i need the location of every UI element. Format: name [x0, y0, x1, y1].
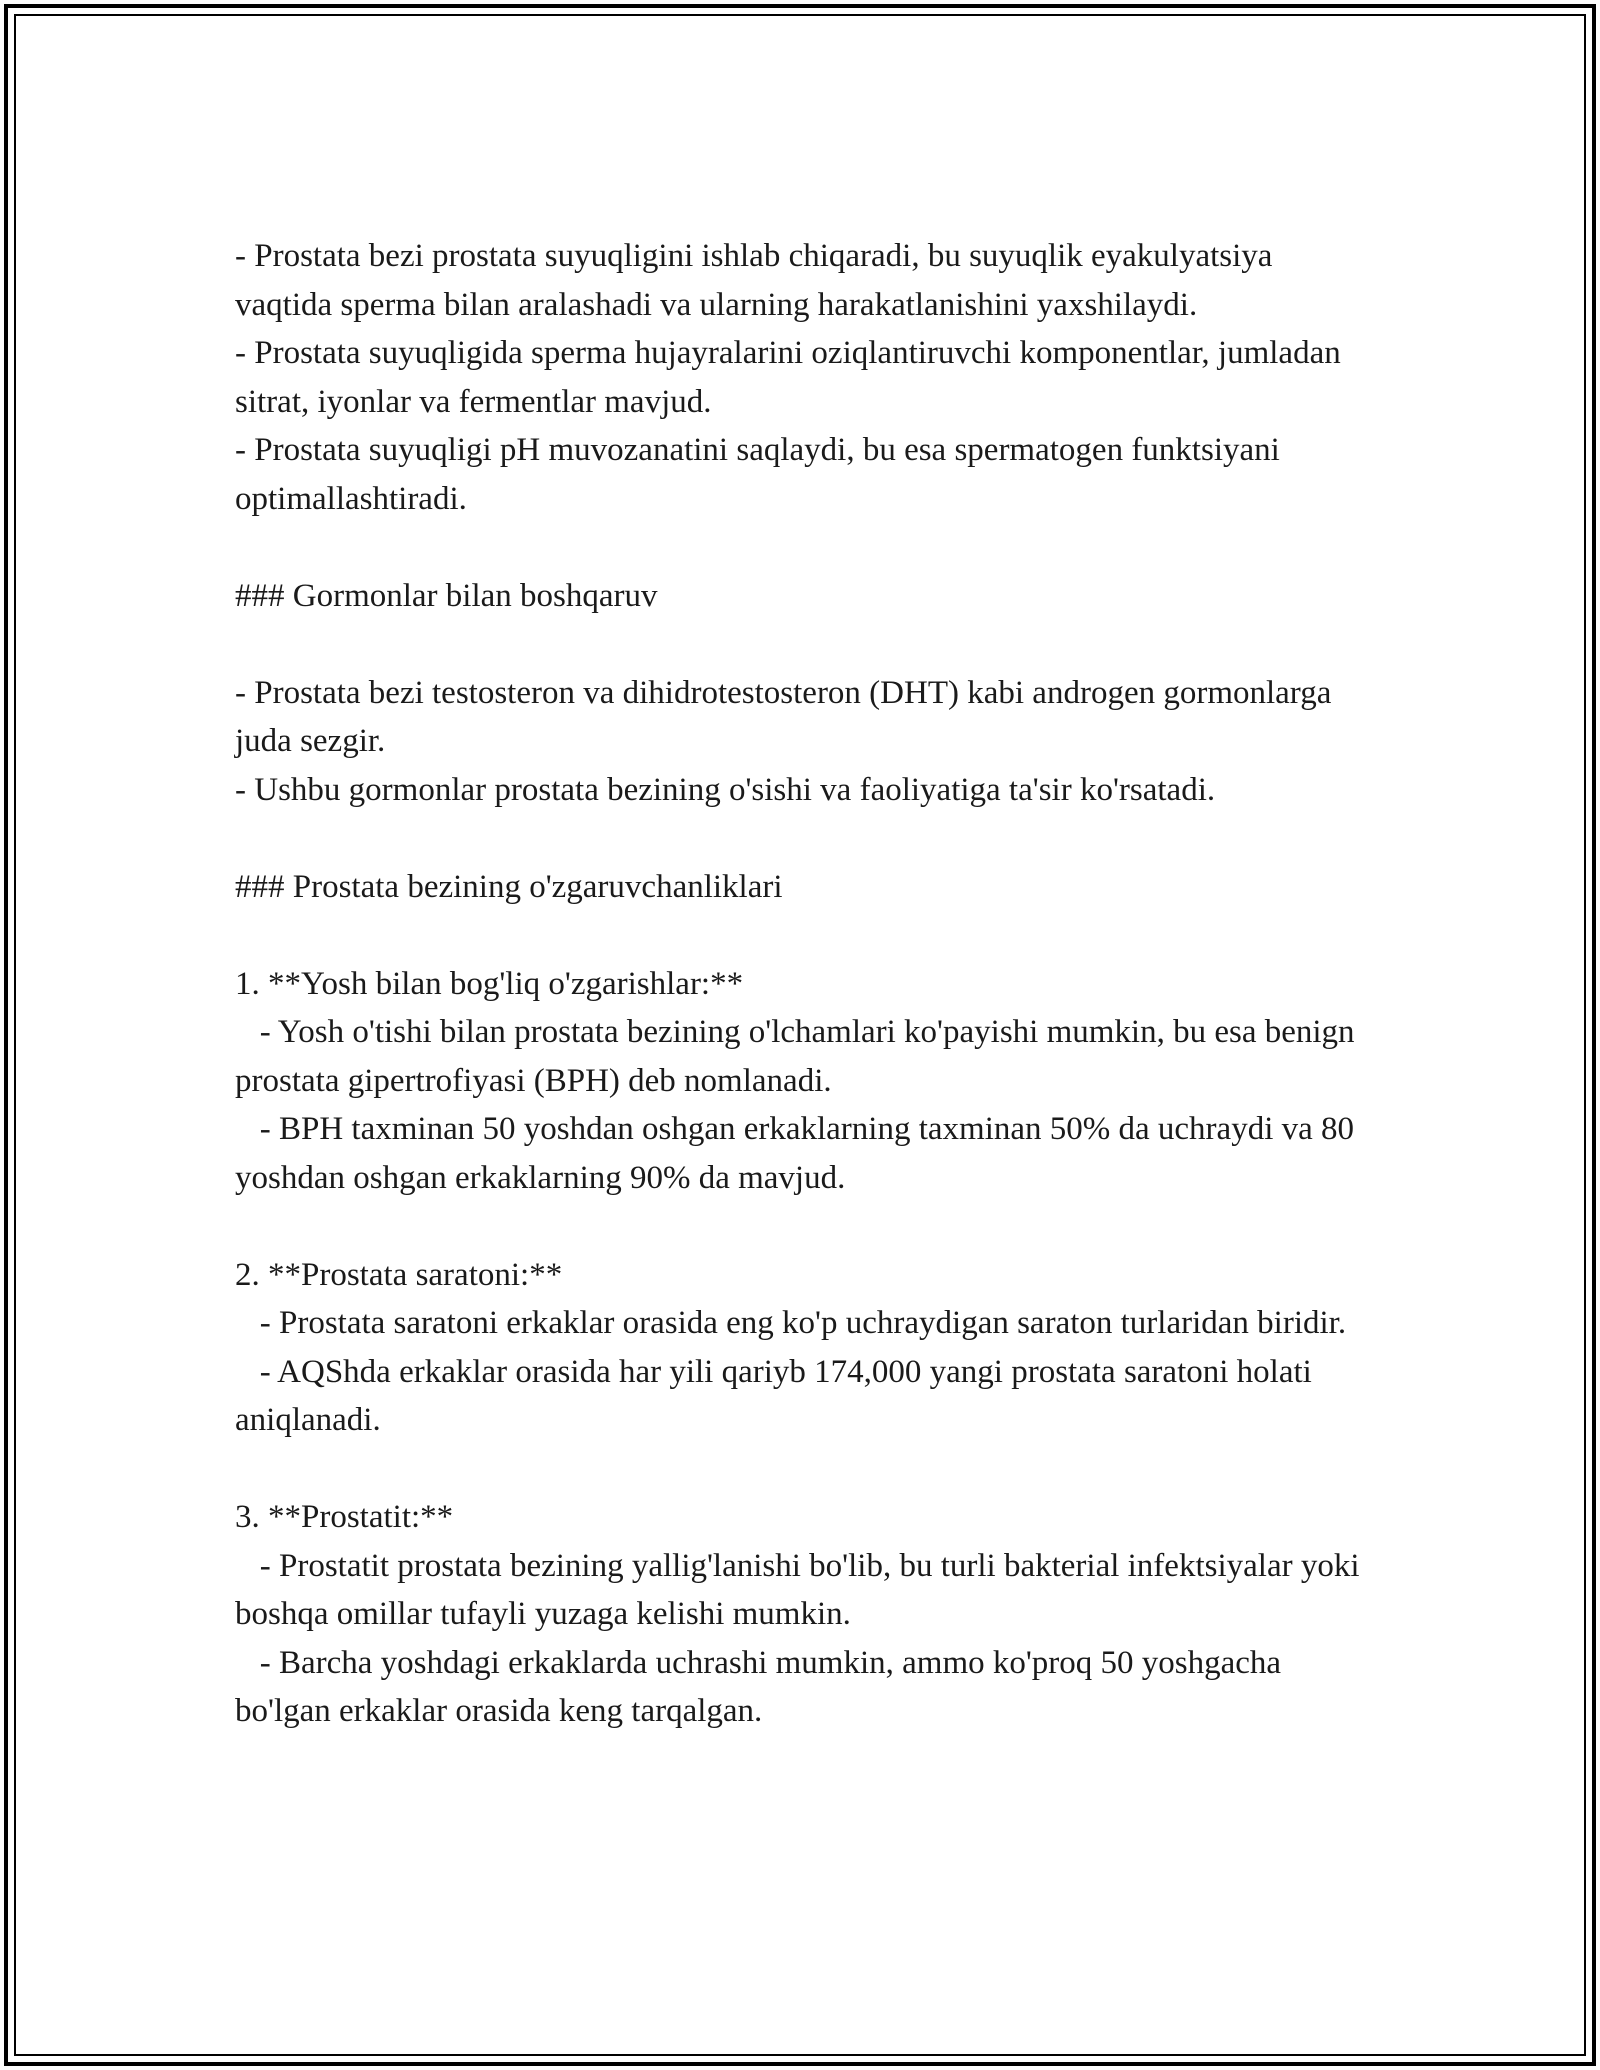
list-item-bullet: - BPH taxminan 50 yoshdan oshgan erkaklarning taxminan 50% da uchraydi va 80 yoshdan oshgan erkaklarning 90% da mavjud.	[235, 1111, 1363, 1196]
intro-bullet: - Prostata suyuqligi pH muvozanatini saqlaydi, bu esa spermatogen funktsiyani optimallashtiradi.	[235, 432, 1289, 517]
list-item-title: 3. **Prostatit:**	[235, 1499, 454, 1535]
section-heading-hormones: ### Gormonlar bilan boshqaruv	[235, 577, 658, 614]
blank-line	[235, 620, 1375, 669]
section-heading-changes: ### Prostata bezining o'zgaruvchanliklari	[235, 868, 783, 905]
list-item-title: 1. **Yosh bilan bog'liq o'zgarishlar:**	[235, 965, 744, 1002]
intro-bullet: - Prostata suyuqligida sperma hujayralarini oziqlantiruvchi komponentlar, jumladan sitrat, iyonlar va fermentlar mavjud.	[235, 335, 1349, 420]
blank-line	[235, 523, 1375, 572]
blank-line	[235, 1202, 1375, 1251]
blank-line	[235, 1445, 1375, 1494]
blank-line	[235, 814, 1375, 863]
list-item-bullet: - AQShda erkaklar orasida har yili qariyb 174,000 yangi prostata saratoni holati aniqlanadi.	[235, 1353, 1321, 1438]
list-item-bullet: - Barcha yoshdagi erkaklarda uchrashi mumkin, ammo ko'proq 50 yoshgacha bo'lgan erkaklar orasida keng tarqalgan.	[235, 1644, 1290, 1729]
list-item-bullet: - Yosh o'tishi bilan prostata bezining o'lchamlari ko'payishi mumkin, bu esa benign prostata gipertrofiyasi (BPH) deb nomlanadi.	[235, 1014, 1363, 1099]
list-item-title: 2. **Prostata saratoni:**	[235, 1256, 563, 1293]
hormones-bullet: - Prostata bezi testosteron va dihidrotestosteron (DHT) kabi androgen gormonlarga juda sezgir.	[235, 674, 1340, 759]
blank-line	[235, 911, 1375, 960]
document-body	[235, 232, 1375, 1736]
list-item-bullet: - Prostata saratoni erkaklar orasida eng ko'p uchraydigan saraton turlaridan biridir.	[235, 1305, 1347, 1341]
hormones-bullet: - Ushbu gormonlar prostata bezining o'sishi va faoliyatiga ta'sir ko'rsatadi.	[235, 771, 1216, 808]
intro-bullet: - Prostata bezi prostata suyuqligini ishlab chiqaradi, bu suyuqlik eyakulyatsiya vaqtida sperma bilan aralashadi va ularning harakatlanishini yaxshilaydi.	[235, 238, 1281, 323]
list-item-bullet: - Prostatit prostata bezining yallig'lanishi bo'lib, bu turli bakterial infektsiyalar yoki boshqa omillar tufayli yuzaga kelishi mumkin.	[235, 1547, 1368, 1632]
